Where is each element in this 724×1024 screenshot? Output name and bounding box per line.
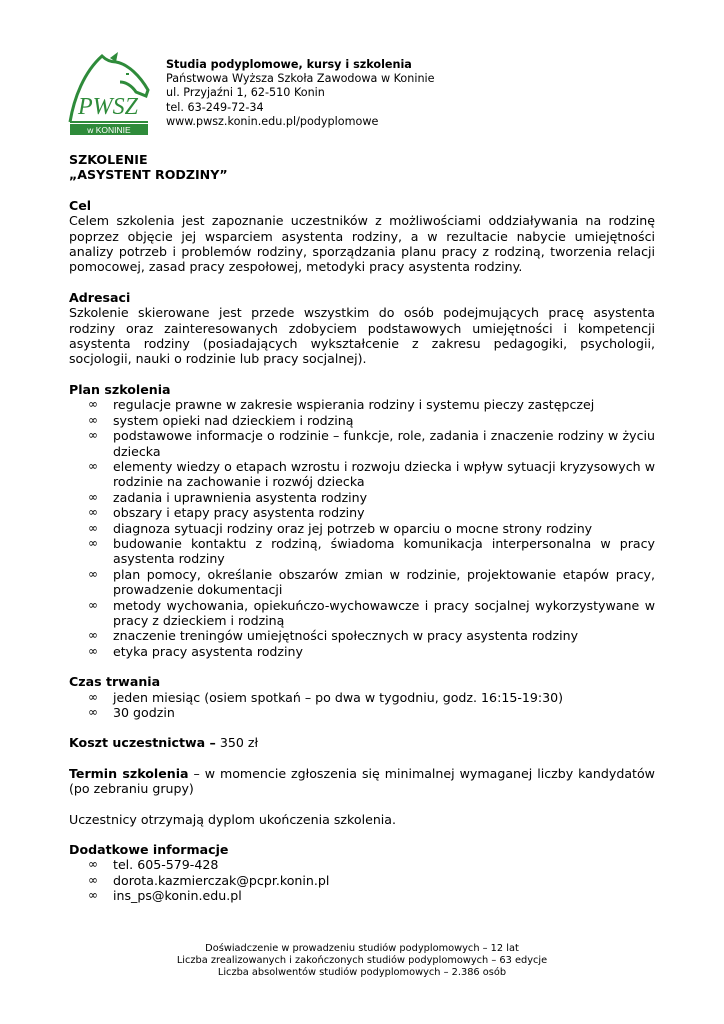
plan-heading: Plan szkolenia — [69, 381, 171, 397]
bullet-icon: ∞ — [88, 458, 98, 473]
section-koszt — [69, 735, 655, 750]
adresaci-heading: Adresaci — [69, 289, 131, 305]
koszt-value: 350 zł — [219, 735, 259, 751]
bullet-icon: ∞ — [88, 520, 98, 535]
list-item — [69, 873, 655, 888]
section-plan — [69, 382, 655, 659]
list-item: ∞ znaczenie treningów umiejętności społecznych w pracy asystenta rodziny — [88, 628, 579, 644]
bullet-icon: ∞ — [88, 566, 98, 581]
cel-heading: Cel — [69, 197, 92, 213]
footer-line: Liczba zrealizowanych i zakończonych studiów podyplomowych – 63 edycje — [176, 955, 548, 966]
bullet-icon: ∞ — [88, 535, 98, 550]
pwsz-logo — [66, 50, 152, 136]
czas-heading: Czas trwania — [69, 674, 161, 690]
section-dodatkowe — [69, 842, 655, 904]
dyplom-note: Uczestnicy otrzymają dyplom ukończenia szkolenia. — [69, 811, 397, 827]
list-item: ∞ podstawowe informacje o rodzinie – funkcje, role, zadania i znaczenie rodziny w życiu dziecka — [88, 428, 655, 459]
contact-phone[interactable]: tel. 605-579-428 — [113, 857, 219, 873]
cel-text: Celem szkolenia jest zapoznanie uczestników z możliwościami oddziaływania na rodzinę poprzez objęcie jej wsparciem asystenta rodziny, a w rezultacie nabycie umiejętności analizy potrzeb i problemów rodziny, sporządzania planu pracy z rodziną, tworzenia relacji pomocowej, zasad pracy zespołowej, metodyki pracy asystenta rodziny. — [69, 213, 655, 275]
section-adresaci — [69, 290, 655, 367]
list-item: ∞ etyka pracy asystenta rodziny — [88, 643, 303, 659]
dodatkowe-list — [69, 857, 655, 903]
header-title: Studia podyplomowe, kursy i szkolenia — [166, 58, 412, 71]
bullet-icon: ∞ — [88, 872, 98, 887]
horse-logo-icon — [66, 50, 152, 136]
header-line-phone: tel. 63-249-72-34 — [166, 100, 264, 114]
list-item: ∞ jeden miesiąc (osiem spotkań – po dwa w tygodniu, godz. 16:15-19:30) — [88, 689, 564, 705]
header-line-institution: Państwowa Wyższa Szkoła Zawodowa w Koninie — [166, 72, 435, 86]
header-line-website[interactable]: www.pwsz.konin.edu.pl/podyplomowe — [166, 114, 379, 128]
bullet-icon: ∞ — [88, 643, 98, 658]
list-item: ∞ elementy wiedzy o etapach wzrostu i rozwoju dziecka i wpływ sytuacji kryzysowych w rodzinie na zachowanie i rozwój dziecka — [88, 458, 655, 490]
bullet-icon: ∞ — [88, 505, 98, 520]
footer-line: Doświadczenie w prowadzeniu studiów podyplomowych – 12 lat — [205, 943, 519, 954]
bullet-icon: ∞ — [88, 857, 98, 872]
bullet-icon: ∞ — [88, 428, 98, 443]
list-item: ∞ system opieki nad dzieckiem i rodziną — [88, 412, 354, 428]
plan-list — [69, 397, 655, 659]
adresaci-text: Szkolenie skierowane jest przede wszystkim do osób podejmujących pracę asystenta rodziny oraz zainteresowanych zdobyciem podstawowych umiejętności i kompetencji asystenta rodziny (posiadających wykształcenie z zakresu pedagogiki, psychologii, socjologii, nauki o rodzinie lub pracy socjalnej). — [69, 305, 655, 367]
bullet-icon: ∞ — [88, 888, 98, 903]
contact-email[interactable]: ins_ps@konin.edu.pl — [113, 888, 242, 904]
contact-email[interactable]: dorota.kazmierczak@pcpr.konin.pl — [113, 872, 330, 888]
doc-title-line-1: SZKOLENIE — [69, 152, 148, 167]
termin-label: Termin szkolenia — [69, 765, 189, 781]
koszt-label: Koszt uczestnictwa – — [69, 735, 216, 751]
list-item: ∞ plan pomocy, określanie obszarów zmian w rodzinie, projektowanie etapów pracy, prowadzenie dokumentacji — [88, 566, 655, 598]
doc-title-line-2: „ASYSTENT RODZINY” — [69, 167, 228, 183]
institution-header — [166, 58, 435, 129]
footer-line: Liczba absolwentów studiów podyplomowych – 2.386 osób — [217, 967, 507, 978]
bullet-icon: ∞ — [88, 705, 98, 719]
logo-subtext: w KONINIE — [87, 125, 131, 135]
list-item: ∞ metody wychowania, opiekuńczo-wychowawcze i pracy socjalnej wykorzystywane w pracy z dzieckiem i rodziną — [88, 597, 655, 628]
list-item: ∞ diagnoza sytuacji rodziny oraz jej potrzeb w oparciu o mocne strony rodziny — [88, 520, 593, 536]
list-item: ∞ budowanie kontaktu z rodziną, świadoma komunikacja interpersonalna w pracy asystenta rodziny — [88, 535, 655, 567]
list-item: ∞ zadania i uprawnienia asystenta rodziny — [88, 489, 368, 505]
section-cel — [69, 198, 655, 275]
bullet-icon: ∞ — [88, 628, 98, 643]
bullet-icon: ∞ — [88, 597, 98, 612]
termin-text: – w momencie zgłoszenia się minimalnej wymaganej liczby kandydatów (po zebraniu grupy) — [69, 765, 655, 797]
document-body — [69, 152, 655, 904]
bullet-icon: ∞ — [88, 689, 98, 704]
section-czas — [69, 674, 655, 720]
list-item: ∞ 30 godzin — [88, 705, 175, 720]
bullet-icon: ∞ — [88, 397, 98, 412]
logo-text: PWSZ — [78, 94, 138, 120]
page-footer — [0, 943, 724, 979]
czas-list — [69, 690, 655, 721]
dodatkowe-heading: Dodatkowe informacje — [69, 842, 229, 858]
bullet-icon: ∞ — [88, 489, 98, 504]
header-line-address: ul. Przyjaźni 1, 62-510 Konin — [166, 86, 325, 100]
list-item — [69, 888, 655, 903]
section-termin — [69, 766, 655, 797]
list-item: ∞ obszary i etapy pracy asystenta rodziny — [88, 505, 365, 521]
list-item — [69, 857, 655, 872]
list-item: ∞ regulacje prawne w zakresie wspierania rodziny i systemu pieczy zastępczej — [88, 397, 595, 413]
bullet-icon: ∞ — [88, 412, 98, 427]
